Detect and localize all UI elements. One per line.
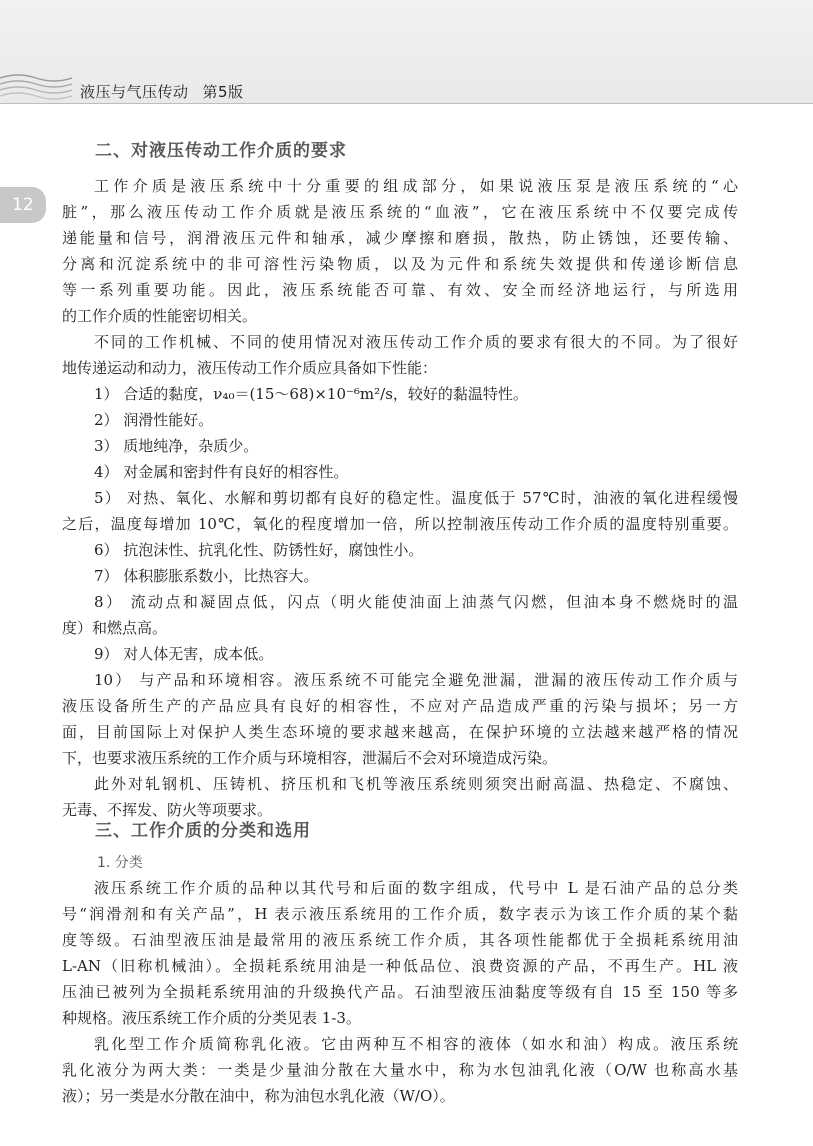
list-item-continued: 面，目前国际上对保护人类生态环境的要求越来越高，在保护环境的立法越来越严格的情况 — [62, 723, 738, 741]
list-item: 1） 合适的黏度，ν₄₀＝(15～68)×10⁻⁶m²/s，较好的黏温特性。 — [94, 385, 528, 403]
subsection-heading: 1. 分类 — [97, 855, 143, 871]
section-heading-requirements: 二、对液压传动工作介质的要求 — [95, 141, 347, 161]
body-line: 液）；另一类是水分散在油中，称为油包水乳化液（W/O）。 — [62, 1087, 455, 1105]
body-line: 脏”，那么液压传动工作介质就是液压系统的“血液”，它在液压系统中不仅要完成传 — [62, 203, 738, 221]
body-line: 无毒、不挥发、防火等项要求。 — [62, 801, 273, 819]
list-item-continued: 之后，温度每增加 10℃，氧化的程度增加一倍，所以控制液压传动工作介质的温度特别重要。 — [62, 515, 738, 533]
section-heading-classification: 三、工作介质的分类和选用 — [95, 821, 311, 841]
body-line: L-AN（旧称机械油）。全损耗系统用油是一种低品位、浪费资源的产品，不再生产。HL 液 — [62, 957, 738, 975]
book-title: 液压与气压传动 — [80, 83, 189, 101]
list-item-continued: 下，也要求液压系统的工作介质与环境相容，泄漏后不会对环境造成污染。 — [62, 749, 558, 767]
body-line: 液压系统工作介质的品种以其代号和后面的数字组成，代号中 L 是石油产品的总分类 — [94, 879, 738, 897]
edition-label: 第5版 — [202, 83, 244, 101]
body-line: 号“润滑剂和有关产品”，H 表示液压系统用的工作介质，数字表示为该工作介质的某个黏 — [62, 905, 738, 923]
list-item: 6） 抗泡沫性、抗乳化性、防锈性好，腐蚀性小。 — [94, 541, 424, 559]
running-header — [0, 0, 813, 103]
list-item-continued: 液压设备所生产的产品应具有良好的相容性，不应对产品造成严重的污染与损坏；另一方 — [62, 697, 738, 715]
list-item-continued: 度）和燃点高。 — [62, 619, 168, 637]
list-item: 3） 质地纯净，杂质少。 — [94, 437, 259, 455]
wave-ornament-icon — [0, 70, 72, 102]
body-line: 递能量和信号，润滑液压元件和轴承，减少摩擦和磨损，散热，防止锈蚀，还要传输、 — [62, 229, 738, 247]
body-line: 工作介质是液压系统中十分重要的组成部分，如果说液压泵是液压系统的“心 — [94, 177, 738, 195]
body-line: 分离和沉淀系统中的非可溶性污染物质，以及为元件和系统失效提供和传递诊断信息 — [62, 255, 738, 273]
list-item: 5） 对热、氧化、水解和剪切都有良好的稳定性。温度低于 57℃时，油液的氧化进程缓慢 — [94, 489, 738, 507]
body-line: 种规格。液压系统工作介质的分类见表 1-3。 — [62, 1009, 361, 1027]
list-item: 7） 体积膨胀系数小，比热容大。 — [94, 567, 319, 585]
body-line: 此外对轧钢机、压铸机、挤压机和飞机等液压系统则须突出耐高温、热稳定、不腐蚀、 — [94, 775, 738, 793]
body-line: 地传递运动和动力，液压传动工作介质应具备如下性能： — [62, 359, 438, 377]
list-item: 10） 与产品和环境相容。液压系统不可能完全避免泄漏，泄漏的液压传动工作介质与 — [94, 671, 738, 689]
body-line: 度等级。石油型液压油是最常用的液压系统工作介质，其各项性能都优于全损耗系统用油 — [62, 931, 738, 949]
running-header-title — [80, 81, 244, 102]
body-line: 乳化液分为两大类：一类是少量油分散在大量水中，称为水包油乳化液（O/W 也称高水基 — [62, 1061, 738, 1079]
header-divider — [0, 103, 813, 104]
list-item: 4） 对金属和密封件有良好的相容性。 — [94, 463, 349, 481]
body-line: 的工作介质的性能密切相关。 — [62, 307, 258, 325]
list-item: 9） 对人体无害，成本低。 — [94, 645, 274, 663]
list-item: 8） 流动点和凝固点低，闪点（明火能使油面上油蒸气闪燃，但油本身不燃烧时的温 — [94, 593, 738, 611]
page-number-tab: 12 — [0, 187, 46, 223]
body-line: 压油已被列为全损耗系统用油的升级换代产品。石油型液压油黏度等级有自 15 至 150 等多 — [62, 983, 738, 1001]
body-line: 乳化型工作介质简称乳化液。它由两种互不相容的液体（如水和油）构成。液压系统 — [94, 1035, 738, 1053]
body-line: 等一系列重要功能。因此，液压系统能否可靠、有效、安全而经济地运行，与所选用 — [62, 281, 738, 299]
body-line: 不同的工作机械、不同的使用情况对液压传动工作介质的要求有很大的不同。为了很好 — [94, 333, 738, 351]
list-item: 2） 润滑性能好。 — [94, 411, 214, 429]
